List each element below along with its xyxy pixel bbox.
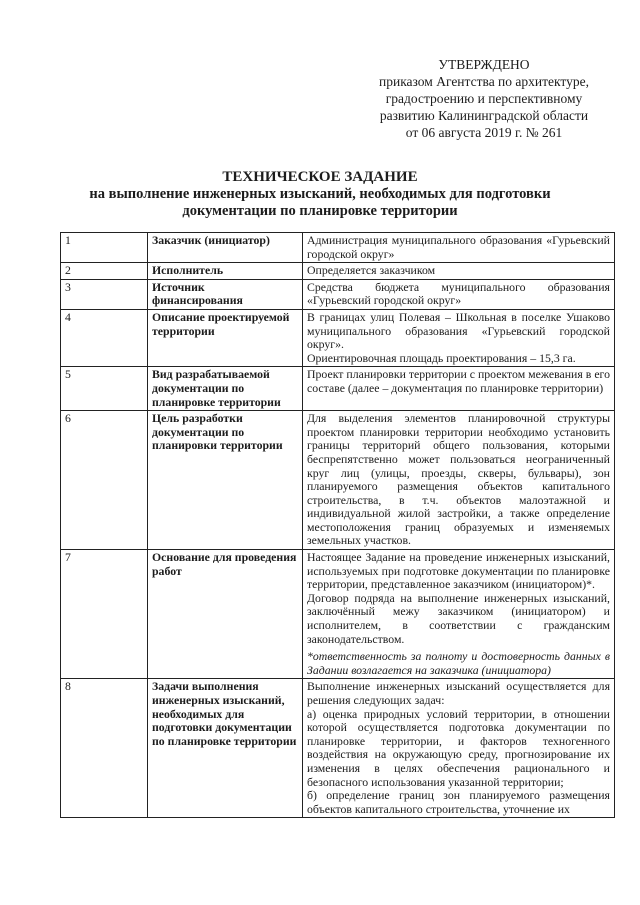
table-row: [61, 263, 615, 280]
approval-line: градостроению и перспективному: [385, 91, 583, 106]
row-paragraph: Выполнение инженерных изысканий осуществляется для решения следующих задач:: [307, 679, 610, 707]
table-row: [61, 309, 615, 366]
table-row: [61, 367, 615, 411]
document-title: [40, 168, 600, 220]
approval-line: приказом Агентства по архитектуре,: [379, 74, 589, 89]
row-paragraph: Для выделения элементов планировочной структуры проектом планировки территории необходимо установить границы территорий общего пользования, которыми беспрепятственно может пользоваться неограниченный круг лиц (улицы, проезды, скверы, бульвары), зон планируемого размещения объектов капитального строительства, в т.ч. объектов малоэтажной и индивидуальной жилой застройки, а также определение местоположения границ образуемых и изменяемых земельных участков.: [307, 411, 610, 548]
approval-line: развитию Калининградской области: [379, 108, 589, 123]
row-paragraph: В границах улиц Полевая – Школьная в поселке Ушаково муниципального образования «Гурьевский городской округ».: [307, 309, 610, 352]
row-paragraph: б) определение границ зон планируемого размещения объектов капитального строительства, уточнение их: [307, 788, 610, 816]
row-paragraph: Настоящее Задание на проведение инженерных изысканий, используемых при подготовке документации по планировке территории, представленное заказчиком (инициатором)*.: [307, 550, 610, 592]
row-value: [303, 367, 615, 411]
table-row: [61, 411, 615, 550]
row-number: 2: [61, 263, 148, 280]
table-row: [61, 233, 615, 263]
table-row: [61, 679, 615, 818]
row-number: 6: [61, 411, 148, 550]
row-paragraph: Средства бюджета муниципального образования «Гурьевский городской округ»: [307, 279, 610, 308]
table-row: [61, 550, 615, 679]
requirements-table: [60, 232, 615, 818]
row-label: Задачи выполнения инженерных изысканий, необходимых для подготовки документации по планировке территории: [148, 679, 303, 818]
row-number: 4: [61, 309, 148, 366]
row-paragraph: Проект планировки территории с проектом межевания в его составе (далее – документация по планировке территории): [307, 367, 610, 395]
row-label: Цель разработки документации по планировки территории: [148, 411, 303, 550]
approval-stamp: [348, 56, 620, 141]
row-value: [303, 411, 615, 550]
title-main: ТЕХНИЧЕСКОЕ ЗАДАНИЕ: [222, 169, 418, 185]
row-number: 8: [61, 679, 148, 818]
row-label: Заказчик (инициатор): [148, 233, 303, 263]
row-paragraph: Ориентировочная площадь проектирования – 15,3 га.: [307, 350, 576, 365]
row-label: Основание для проведения работ: [148, 550, 303, 679]
row-paragraph: Администрация муниципального образования «Гурьевский городской округ»: [307, 233, 610, 261]
row-label: Вид разрабатываемой документации по планировке территории: [148, 367, 303, 411]
row-label: Описание проектируемой территории: [148, 309, 303, 366]
row-value: [303, 550, 615, 679]
row-label: Источник финансирования: [148, 279, 303, 309]
row-value: [303, 309, 615, 366]
approval-line: от 06 августа 2019 г. № 261: [405, 125, 563, 140]
approval-heading: УТВЕРЖДЕНО: [438, 57, 530, 72]
row-value: [303, 263, 615, 280]
row-number: 5: [61, 367, 148, 411]
row-label: Исполнитель: [148, 263, 303, 280]
row-number: 1: [61, 233, 148, 263]
title-sub-line: на выполнение инженерных изысканий, необходимых для подготовки: [89, 186, 551, 202]
table-row: [61, 279, 615, 309]
row-paragraph: Договор подряда на выполнение инженерных изысканий, заключённый межу заказчиком (инициатором) и исполнителем, в соответствии с гражданским законодательством.: [307, 590, 610, 646]
title-sub-line: документации по планировке территории: [182, 203, 458, 219]
row-value: [303, 279, 615, 309]
row-number: 3: [61, 279, 148, 309]
row-value: [303, 233, 615, 263]
row-number: 7: [61, 550, 148, 679]
row-value: [303, 679, 615, 818]
row-paragraph: а) оценка природных условий территории, в отношении которой осуществляется подготовка документации по планировке территории, и факторов техногенного воздействия на окружающую среду, прогнозирование их изменения в целях обеспечения рационального и безопасного использования указанной территории;: [307, 706, 610, 789]
row-paragraph: Определяется заказчиком: [307, 263, 436, 278]
row-footnote: *ответственность за полноту и достоверность данных в Задании возлагается на заказчика (инициатора): [307, 649, 610, 677]
